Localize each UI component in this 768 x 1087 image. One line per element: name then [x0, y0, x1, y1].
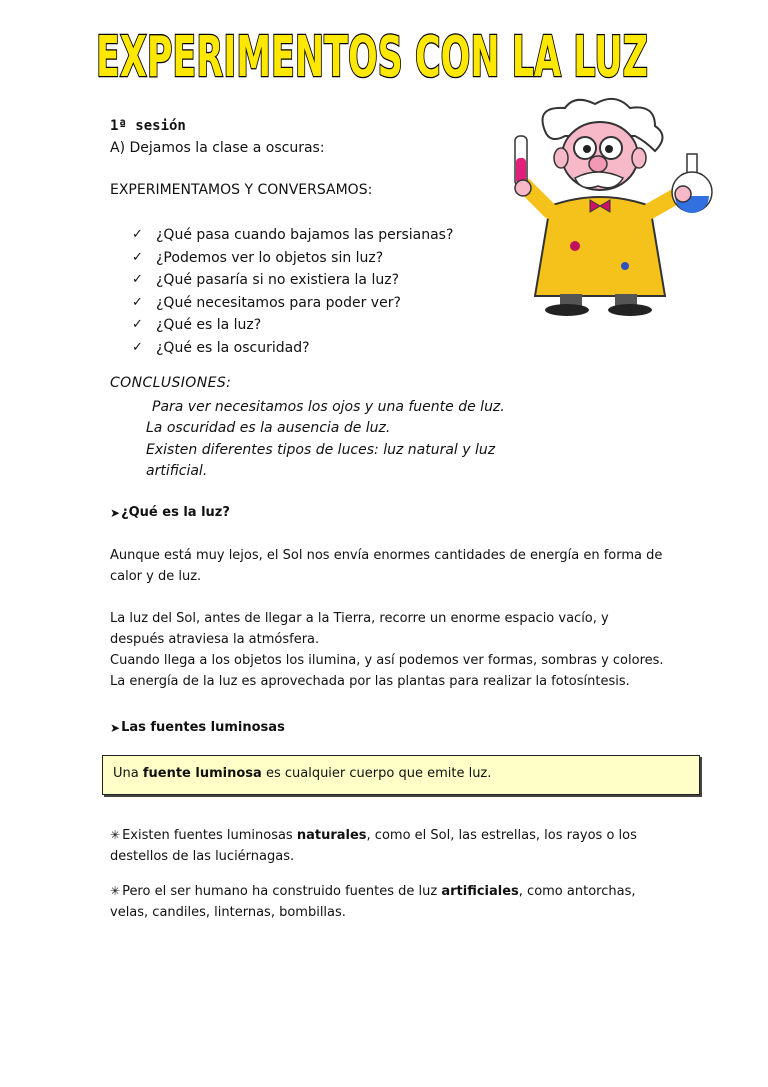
- list-item: ✓ ¿Qué pasaría si no existiera la luz?: [132, 269, 453, 292]
- session-activity: A) Dejamos la clase a oscuras:: [110, 140, 325, 156]
- conclusion-line: Existen diferentes tipos de luces: luz natural y luz: [146, 442, 496, 458]
- asterisk-bullet-icon: ✳: [110, 884, 121, 898]
- conclusion-line: Para ver necesitamos los ojos y una fuente de luz.: [152, 399, 505, 415]
- checkmark-icon: ✓: [132, 294, 143, 310]
- paragraph-sunlight: La luz del Sol, antes de llegar a la Tierra, recorre un enorme espacio vacío, y después atraviesa la atmósfera. Cuando llega a los objetos los ilumina, y así podemos ver formas, sombras y colores. La energía de la luz es aprovechada por las plantas para realizar la fotosíntesis.: [110, 611, 664, 689]
- checkmark-icon: ✓: [132, 339, 143, 355]
- scientist-icon: [505, 96, 725, 316]
- experiment-heading: EXPERIMENTAMOS Y CONVERSAMOS:: [110, 182, 373, 198]
- conclusion-line: artificial.: [146, 463, 208, 479]
- conclusion-line: La oscuridad es la ausencia de luz.: [146, 420, 391, 436]
- asterisk-bullet-icon: ✳: [110, 828, 121, 842]
- checkmark-icon: ✓: [132, 317, 143, 332]
- document-title: [92, 24, 652, 86]
- arrow-bullet-icon: ➤: [110, 721, 121, 735]
- title-wordart: [92, 24, 652, 86]
- section-heading-light-sources: ➤ Las fuentes luminosas: [110, 718, 285, 738]
- paragraph-natural-sources: ✳ Existen fuentes luminosas naturales, como el Sol, las estrellas, los rayos o los destellos de las luciérnagas.: [110, 828, 637, 864]
- title-text: EXPERIMENTOS CON LA LUZ: [96, 25, 648, 86]
- question-list: [132, 224, 453, 359]
- definition-box: [102, 755, 700, 795]
- checkmark-icon: ✓: [132, 249, 143, 265]
- paragraph-sun-energy: Aunque está muy lejos, el Sol nos envía enormes cantidades de energía en forma de calor y de luz.: [110, 548, 663, 584]
- checkmark-icon: ✓: [132, 272, 143, 287]
- arrow-bullet-icon: ➤: [110, 506, 121, 520]
- paragraph-artificial-sources: ✳ Pero el ser humano ha construido fuentes de luz artificiales, como antorchas, velas, candiles, linternas, bombillas.: [110, 884, 636, 920]
- scientist-illustration: [505, 96, 725, 316]
- list-item: ✓ ¿Qué es la oscuridad?: [132, 337, 453, 360]
- list-item: ✓ ¿Podemos ver lo objetos sin luz?: [132, 247, 453, 270]
- definition-text: Una fuente luminosa es cualquier cuerpo que emite luz.: [113, 766, 492, 781]
- list-item: ✓ ¿Qué necesitamos para poder ver?: [132, 292, 453, 315]
- conclusions-heading: CONCLUSIONES:: [110, 375, 232, 391]
- checkmark-icon: ✓: [132, 227, 143, 242]
- session-label: 1ª sesión: [110, 118, 186, 134]
- list-item: ✓ ¿Qué es la luz?: [132, 314, 453, 337]
- list-item: ✓ ¿Qué pasa cuando bajamos las persianas?: [132, 224, 453, 247]
- section-heading-what-is-light: ➤ ¿Qué es la luz?: [110, 503, 230, 523]
